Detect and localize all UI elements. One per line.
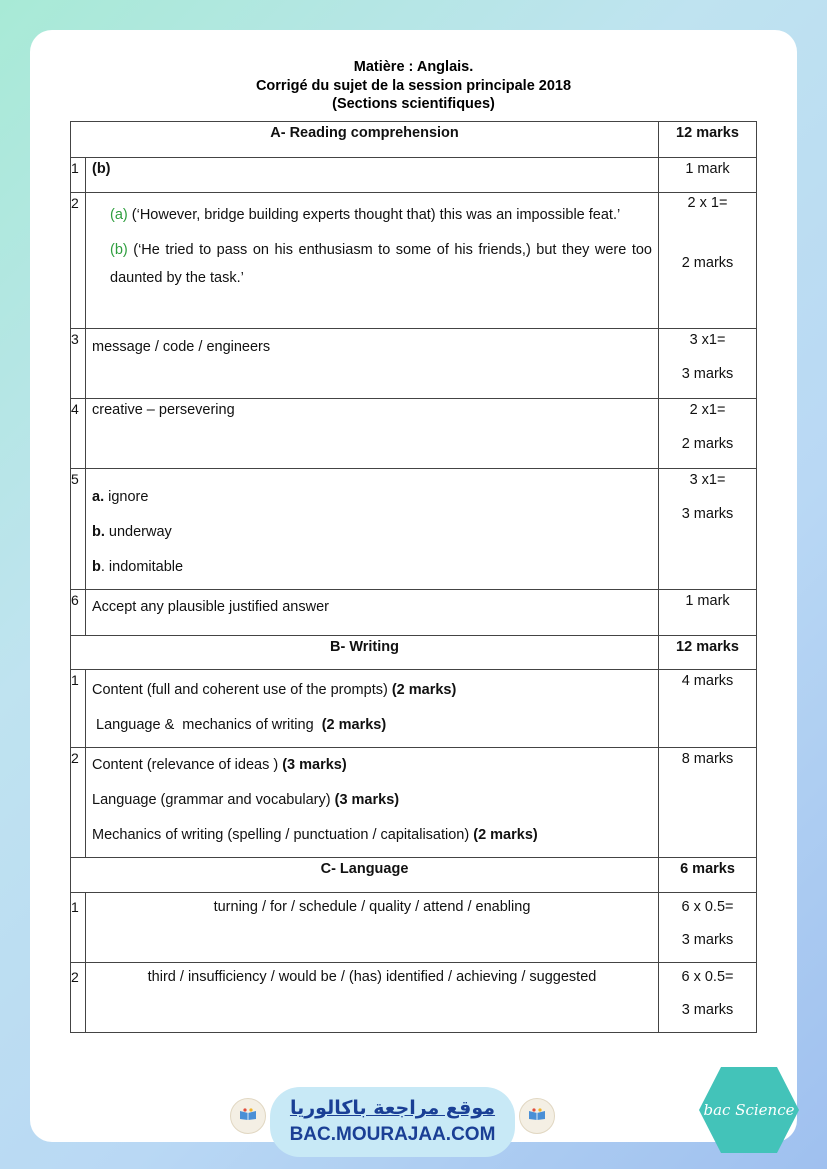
question-number: 1: [71, 893, 86, 963]
table-row: [71, 469, 757, 590]
section-a-marks: 12 marks: [659, 122, 757, 158]
criterion-text: Language & mechanics of writing: [92, 717, 322, 733]
table-row: [71, 590, 757, 636]
book-icon: [239, 1108, 257, 1120]
header-sections: (Sections scientifiques): [332, 96, 495, 112]
marks-line: 6 x 0.5=: [681, 969, 734, 985]
answer-cell: [86, 748, 659, 858]
marks-line: 2 x1=: [689, 402, 726, 418]
criterion-marks: (2 marks): [391, 682, 457, 698]
answer-a-text: (‘However, bridge building experts thought that) this was an impossible feat.’: [131, 207, 621, 223]
table-row: [71, 963, 757, 1033]
table-row: [71, 399, 757, 469]
criterion-marks: (3 marks): [334, 792, 400, 808]
marks-line: 3 marks: [681, 506, 734, 522]
answer-a-label: (a): [110, 207, 128, 223]
answer-text: third / insufficiency / would be / (has) identified / achieving / suggested: [86, 963, 659, 1033]
answer-text: (b): [86, 158, 659, 193]
section-a-title: A- Reading comprehension: [71, 122, 659, 158]
criterion-text: Content (relevance of ideas ): [92, 757, 283, 773]
answer-line: [92, 515, 652, 550]
table-row: [71, 193, 757, 329]
section-c-marks: 6 marks: [659, 858, 757, 893]
marks-cell: [659, 963, 757, 1033]
marks-cell: [659, 193, 757, 329]
answer-line: [92, 480, 652, 515]
badge-label: bac Science: [703, 1101, 795, 1119]
marks-cell: [659, 329, 757, 399]
answer-text: Accept any plausible justified answer: [86, 590, 659, 636]
marks-cell: 1 mark: [659, 590, 757, 636]
question-number: 1: [71, 670, 86, 748]
criterion-line: [92, 673, 652, 708]
answer-text: message / code / engineers: [86, 329, 659, 399]
answer-label: b: [92, 559, 101, 575]
criterion-marks: (2 marks): [321, 717, 387, 733]
marks-cell: 4 marks: [659, 670, 757, 748]
criterion-line: [92, 708, 652, 743]
marks-cell: [659, 469, 757, 590]
book-icon: [528, 1108, 546, 1120]
table-row: [71, 748, 757, 858]
marks-cell: 8 marks: [659, 748, 757, 858]
table-row: [71, 670, 757, 748]
marks-line: 2 marks: [681, 255, 734, 271]
criterion-line: [92, 818, 652, 853]
site-logo-icon: [230, 1098, 266, 1134]
header-title: Corrigé du sujet de la session principale 2018: [255, 78, 572, 94]
question-number: 4: [71, 399, 86, 469]
marks-line: 3 marks: [681, 1002, 734, 1018]
section-c-header: [71, 858, 757, 893]
site-logo-icon: [519, 1098, 555, 1134]
criterion-marks: (2 marks): [473, 827, 538, 843]
marks-line: 3 x1=: [689, 332, 726, 348]
marks-line: 6 x 0.5=: [681, 899, 734, 915]
answer-cell: [86, 670, 659, 748]
criterion-text: Content (full and coherent use of the prompts): [92, 682, 392, 698]
question-number: 2: [71, 748, 86, 858]
criterion-text: Language (grammar and vocabulary): [92, 792, 335, 808]
question-number: 2: [71, 193, 86, 329]
marks-line: 3 x1=: [689, 472, 726, 488]
table-row: [71, 893, 757, 963]
criterion-text: Mechanics of writing (spelling / punctuation / capitalisation): [92, 827, 474, 843]
question-number: 3: [71, 329, 86, 399]
answer-b-label: (b): [110, 242, 128, 258]
marks-line: 3 marks: [681, 932, 734, 948]
answer-label: b.: [92, 524, 105, 540]
answer-key-table: [70, 121, 757, 1033]
section-b-title: B- Writing: [71, 636, 659, 670]
section-a-header: [71, 122, 757, 158]
section-b-header: [71, 636, 757, 670]
question-number: 1: [71, 158, 86, 193]
bac-science-badge: [697, 1065, 801, 1155]
marks-line: 2 x 1=: [687, 195, 728, 211]
answer-line: [92, 550, 652, 585]
site-url[interactable]: BAC.MOURAJAA.COM: [289, 1124, 496, 1145]
marks-cell: 1 mark: [659, 158, 757, 193]
marks-line: 2 marks: [681, 436, 734, 452]
answer-cell: [86, 193, 659, 329]
marks-cell: [659, 893, 757, 963]
section-b-marks: 12 marks: [659, 636, 757, 670]
marks-line: 3 marks: [681, 366, 734, 382]
answer-cell: [86, 469, 659, 590]
question-number: 2: [71, 963, 86, 1033]
criterion-line: [92, 783, 652, 818]
answer-word: ignore: [104, 489, 149, 505]
answer-text: creative – persevering: [86, 399, 659, 469]
answer-word: . indomitable: [100, 559, 184, 575]
site-link-banner[interactable]: [270, 1087, 515, 1157]
answer-label: a.: [92, 489, 105, 505]
answer-b-text: (‘He tried to pass on his enthusiasm to some of his friends,) but they were too daunted by the task.’: [110, 242, 652, 286]
answer-text: turning / for / schedule / quality / attend / enabling: [86, 893, 659, 963]
answer-b: [110, 236, 652, 292]
table-row: [71, 158, 757, 193]
criterion-marks: (3 marks): [282, 757, 347, 773]
question-number: 5: [71, 469, 86, 590]
question-number: 6: [71, 590, 86, 636]
answer-word: underway: [104, 524, 172, 540]
answer-a: [110, 201, 652, 229]
header-subject: Matière : Anglais.: [353, 59, 474, 75]
table-row: [71, 329, 757, 399]
marks-cell: [659, 399, 757, 469]
site-name-arabic[interactable]: موقع مراجعة باكالوريا: [289, 1097, 496, 1119]
criterion-line: [92, 748, 652, 783]
section-c-title: C- Language: [71, 858, 659, 893]
